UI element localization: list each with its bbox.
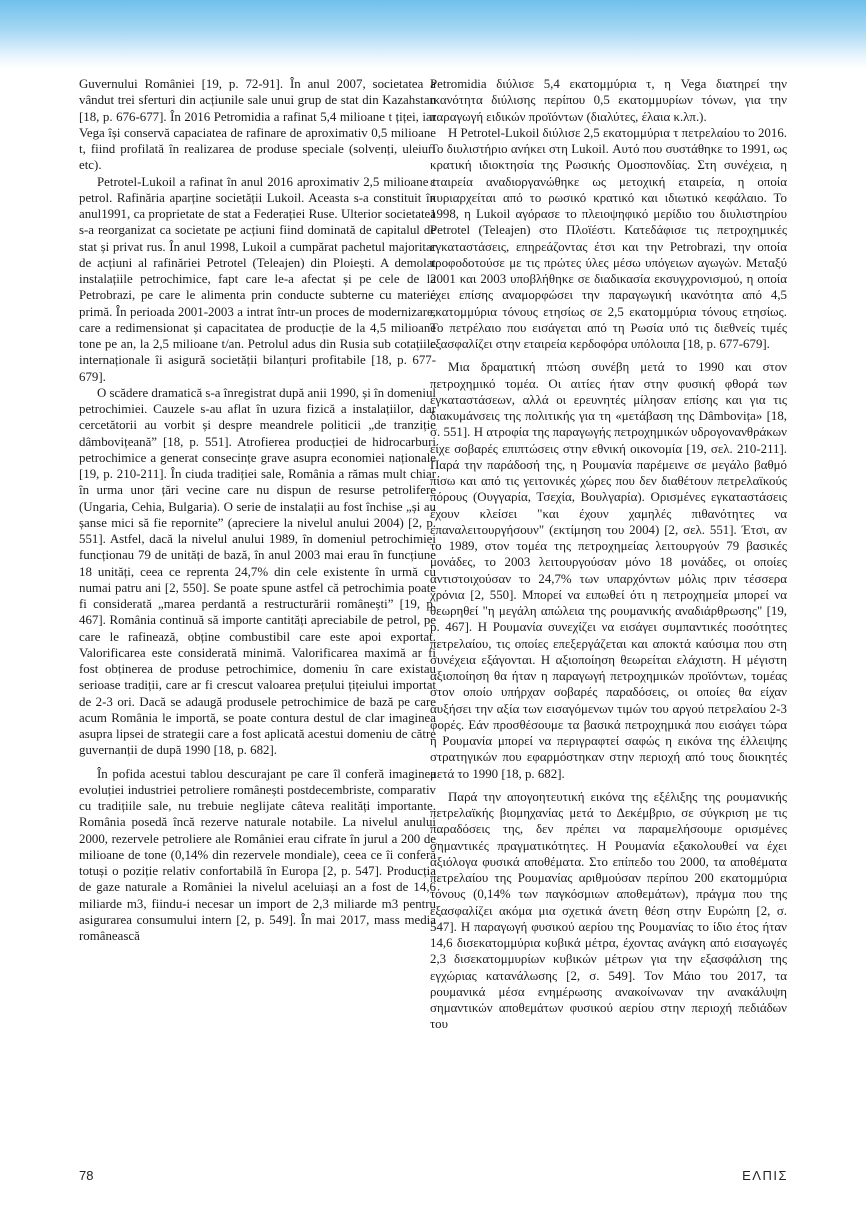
greek-text-column — [430, 76, 787, 1144]
journal-title: ΕΛΠΙΣ — [742, 1168, 788, 1183]
paragraph: Μια δραματική πτώση συνέβη μετά το 1990 και στον πετροχημικό τομέα. Οι αιτίες ήταν στην φυσική φθορά των εγκαταστάσεων, αλλά οι ερευνητές μίλησαν επίσης και για τις διακυμάνσεις της πολιτικής για τη «μετάβαση της Dâmbovița» [18, σ. 551]. Η ατροφία της παραγωγής πετροχημικών υδρογονανθράκων είχε σοβαρές επιπτώσεις στην εθνική οικονομία [19, σελ. 210-211]. Παρά την παράδοσή της, η Ρουμανία παρέμεινε σε μεγάλο βαθμό πίσω και από τις γειτονικές χώρες που δεν διαθέτουν πετρελαϊκούς πόρους (Ουγγαρία, Τσεχία, Βουλγαρία). Ορισμένες εγκαταστάσεις έχουν κλείσει "και έχουν χαμηλές πιθανότητες να επαναλειτουργήσουν" (εκτίμηση του 2004) [2, σελ. 551]. Έτσι, αν το 1989, στον τομέα της πετροχημείας λειτουργούν 79 βασικές μονάδες, το 2003 λειτουργούσαν μόνο 18 μονάδες, οι οποίες αντιστοιχούσαν το 24,7% των υπαρχόντων μόλις πριν τέσσερα χρόνια [2, 550]. Μπορεί να ειπωθεί ότι η πετροχημεία μπορεί να θεωρηθεί "η μεγάλη απώλεια της ρουμανικής αναδιάρθρωσης" [19, p. 467]. Η Ρουμανία συνεχίζει να εισάγει συμπαντικές ποσότητες πετρελαίου, τις οποίες επεξεργάζεται και αποκτά καύσιμα που στη συνέχεια εξάγονται. Η αξιοποίηση θεωρείται ελάχιστη. Η μέγιστη αξιοποίηση θα ήταν η παραγωγή πετροχημικών προϊόντων, τομέας στον οποίο υπήρχαν σοβαρές παραδόσεις, οι οποίες θα είχαν αυξήσει την αξία των εισαγόμενων τιμών του αργού πετρελαίου 2-3 φορές. Εάν προσθέσουμε τα βασικά πετροχημικά που εισάγει τώρα η Ρουμανία μπορεί να περιγραφτεί σαφώς η εικόνα της έλλειψης στρατηγικών που εφαρμόστηκαν στην περιοχή από τους διοικητές μετά το 1990 [18, p. 682]. — [430, 360, 787, 781]
romanian-text-column — [79, 76, 436, 1144]
header-color-band — [0, 0, 866, 68]
paragraph: În pofida acestui tablou descurajant pe care îl conferă imaginea evoluției industriei petroliere românești postdecembriste, comparativ cu tradițiile sale, nu trebuie neglijate câteva realități importante. România posedă încă rezerve naturale notabile. La nivelul anului 2000, rezervele petroliere ale României erau cifrate în jurul a 200 de milioane de tone (0,14% din rezervele mondiale), ceea ce îi conferă totuși o poziție relativ confortabilă în Europa [2, p. 547]. Producția de gaze naturale a României la nivelul aceluiași an a fost de 14,6 miliarde m3, fiindu-i necesar un import de 2,3 miliarde m3 pentru asigurarea consumului intern [2, p. 549]. În mai 2017, mass media românească — [79, 766, 436, 943]
paragraph: O scădere dramatică s-a înregistrat după anii 1990, și în domeniul petrochimiei. Cauzele s-au aflat în uzura fizică a instalațiilor, dar cercetătorii au vorbit și despre meandrele politicii „de tranziție dâmbovițeană” [18, p. 551]. Atrofierea producției de hidrocarburi petrochimice a generat consecințe grave asupra economiei naționale [19, p. 210-211]. În ciuda tradiției sale, România a rămas mult chiar în urma unor țări vecine care nu dispun de resurse petrolifere (Ungaria, Cehia, Bulgaria). O serie de instalații au fost închise „și au șanse mici să fie repornite” (apreciere la nivelul anului 2004) [2, p. 551]. Astfel, dacă la nivelul anului 1989, în domeniul petrochimiei funcționau 79 de unități de bază, în anul 2003 mai erau în funcțiune 18 unități, ceea ce reprenta 24,7% din cele existente în urmă cu numai patru ani [2, 550]. Se poate spune astfel că petrochimia poate fi considerată „marea perdantă a restructurării românești” [19, p. 467]. România continuă să importe cantități apreciabile de petrol, pe care le rafinează, obține combustibil care este apoi exportat. Valorificarea este considerată minimă. Valorificarea maximă ar fi fost obținerea de produse petrochimice, domeniu în care existau serioase tradiții, care ar fi crescut valoarea prețului țițeiului importat de 2-3 ori. Dacă se adaugă produsele petrochimice de bază pe care acum România le importă, se poate contura destul de clar imaginea asupra lipsei de strategii care a fost aplicată acestui domeniu de către guvernanții de după 1990 [18, p. 682]. — [79, 385, 436, 758]
paragraph: Guvernului României [19, p. 72-91]. În anul 2007, societatea a vândut trei sferturi din acțiunile sale unui grup de stat din Kazahstan [18, p. 676-677]. În 2016 Petromidia a rafinat 5,4 milioane t țiței, iar Vega își conservă capaciatea de rafinare de aproximativ 0,5 milioane t, fiind profilată în realizarea de produse speciale (solvenți, uleiuri etc). — [79, 77, 436, 173]
page-number: 78 — [79, 1168, 94, 1183]
paragraph: Παρά την απογοητευτική εικόνα της εξέλιξης της ρουμανικής πετρελαϊκής βιομηχανίας μετά το Δεκέμβριο, σε σύγκριση με τις παραδόσεις της, δεν πρέπει να παραμελήσουμε ορισμένες σημαντικές πραγματικότητες. Η Ρουμανία εξακολουθεί να έχει αξιόλογα φυσικά αποθέματα. Στο επίπεδο του 2000, τα αποθέματα πετρελαίου της Ρουμανίας αριθμούσαν περίπου 200 εκατομμύρια τόνους (0,14% των παγκόσμιων αποθεμάτων), πράγμα που της εξασφαλίζει ακόμα μια σχετικά άνετη θέση στην Ευρώπη [2, σ. 547]. Η παραγωγή φυσικού αερίου της Ρουμανίας το ίδιο έτος ήταν 14,6 δισεκατομμύρια κυβικά μέτρα, έχοντας ανάγκη από εισαγωγές 2,3 δισεκατομμυρίων κυβικών μέτρων για την εξασφάλιση της εγχώριας κατανάλωσης [2, σ. 549]. Τον Μάιο του 2017, τα ρουμανικά μέσα ενημέρωσης ανακοίνωναν την ανακάλυψη σημαντικών αποθεμάτων φυσικού αερίου στην περιοχή πεδιάδων του — [430, 789, 787, 1032]
paragraph: Petromidia διύλισε 5,4 εκατομμύρια τ, η Vega διατηρεί την ικανότητα διύλισης περίπου 0,5 εκατομμυρίων τόνων, για την παραγωγή ειδικών προϊόντων (διαλύτες, έλαια κ.λπ.). — [430, 77, 787, 124]
paragraph: Petrotel-Lukoil a rafinat în anul 2016 aproximativ 2,5 milioane t petrol. Rafinăria aparține societății Lukoil. Aceasta s-a constituit în anul1991, ca proprietate de stat a Federației Ruse. Ulterior societatea s-a reorganizat ca societate pe acțiuni fiind dominată de capitalul de stat și privat rus. În anul 1998, Lukoil a cumpărat pachetul majoritar de acțiuni al rafinăriei Petrotel (Teleajen) din Ploiești. A demolat instalațiile petrochimice, fapt care le-a afectat și pe cele de la Petrobrazi, pe care le alimenta prin conducte subterne cu materie primă. În perioada 2001-2003 a intrat într-un proces de modernizare, care a redimensionat și capacitatea de producție de la 4,5 milioane tone pe an, la 2,5 milioane t/an. Petrolul adus din Rusia sub cotațiile internaționale îi asigură societății bilanțuri profitabile [18, p. 677-679]. — [79, 174, 436, 384]
paragraph: Η Petrotel-Lukoil διύλισε 2,5 εκατομμύρια τ πετρελαίου το 2016. Το διυλιστήριο ανήκει στη Lukoil. Αυτό που συστάθηκε το 1991, ως κρατική ιδιοκτησία της Ρωσικής Ομοσπονδίας. Στη συνέχεια, η εταιρεία αναδιοργανώθηκε ως μετοχική εταιρεία, η οποία κυριαρχείται από το ρωσικό κρατικό και ιδιωτικό κεφάλαιο. Το 1998, η Lukoil αγόρασε το πλειοψηφικό μερίδιο του διυλιστηρίου Petrotel (Teleajen) στο Πλοϊέστι. Κατεδάφισε τις πετροχημικές εγκαταστάσεις, επηρεάζοντας έτσι και την Petrobrazi, την οποία τροφοδοτούσε με τις πρώτες ύλες μέσω υπόγειων αγωγών. Μεταξύ 2001 και 2003 υποβλήθηκε σε διαδικασία εκσυγχρονισμού, η οποία έχει επίσης αναμορφώσει την παραγωγική ικανότητα από 4,5 εκατομμύρια τόνους ετησίως σε 2,5 εκατομμύρια τόνους ετησίως. Το πετρέλαιο που εισάγεται από τη Ρωσία υπό τις διεθνείς τιμές εξασφαλίζει στην εταιρεία κερδοφόρα υπόλοιπα [18, p. 677-679]. — [430, 125, 787, 351]
